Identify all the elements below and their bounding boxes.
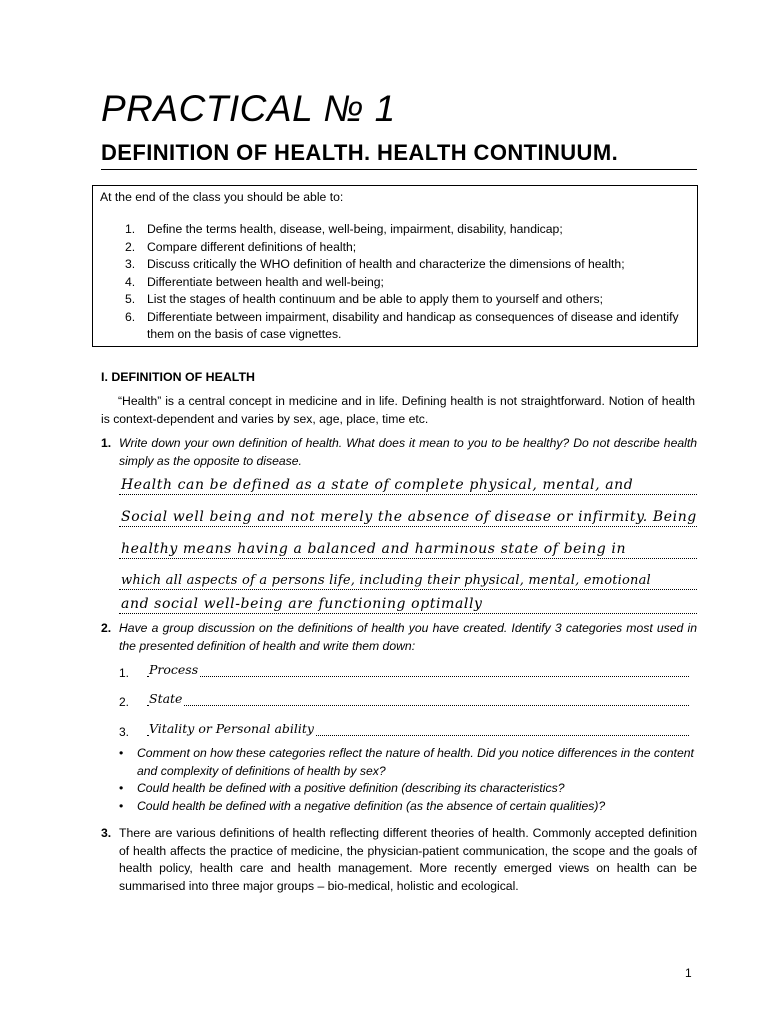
bullet-item xyxy=(119,780,697,798)
objective-item xyxy=(100,274,696,292)
handwritten-answer: Social well being and not merely the absence of disease or infirmity. Being xyxy=(121,509,697,525)
category-number: 2. xyxy=(119,695,130,709)
objective-text: List the stages of health continuum and be able to apply them to yourself and others; xyxy=(147,292,603,306)
objectives-list xyxy=(100,221,696,344)
objective-item xyxy=(100,309,696,344)
bullet-item xyxy=(119,798,697,816)
answer-line[interactable] xyxy=(119,496,697,527)
category-number: 3. xyxy=(119,725,130,739)
bullet-icon: • xyxy=(119,781,124,795)
answer-line[interactable] xyxy=(119,583,697,614)
practical-subtitle: DEFINITION OF HEALTH. HEALTH CONTINUUM. xyxy=(101,140,619,165)
bullet-text: Could health be defined with a positive definition (describing its characteristics? xyxy=(137,781,565,795)
objective-item xyxy=(100,291,696,309)
handwritten-answer: and social well-being are functioning optimally xyxy=(121,596,483,612)
category-dotted-line xyxy=(147,719,689,736)
section-intro-text: “Health” is a central concept in medicine and in life. Defining health is not straightforward. Notion of health is context-dependent and varies by sex, age, place, time etc. xyxy=(101,394,695,426)
objective-item xyxy=(100,256,696,274)
objective-number: 4. xyxy=(125,274,136,289)
bullet-icon: • xyxy=(119,746,124,760)
category-line[interactable] xyxy=(119,689,697,709)
question-2 xyxy=(101,620,697,655)
question-number: 1. xyxy=(101,436,112,450)
answer-line[interactable] xyxy=(119,528,697,559)
question-number: 3. xyxy=(101,826,112,840)
section-heading: I. DEFINITION OF HEALTH xyxy=(101,370,255,384)
category-line[interactable] xyxy=(119,719,697,739)
bullet-icon: • xyxy=(119,798,124,813)
bullet-text: Comment on how these categories reflect the nature of health. Did you notice differences in the content and complexity of definitions of health by sex? xyxy=(137,746,694,778)
objective-number: 2. xyxy=(125,239,136,254)
objectives-box xyxy=(92,185,698,347)
discussion-bullets xyxy=(119,745,697,815)
category-dotted-line xyxy=(147,689,689,706)
handwritten-answer: healthy means having a balanced and harminous state of being in xyxy=(121,541,627,557)
answer-line[interactable] xyxy=(119,464,697,495)
question-text: Have a group discussion on the definitions of health you have created. Identify 3 categories most used in the presented definition of health and write them down: xyxy=(119,621,697,653)
category-line[interactable] xyxy=(119,660,697,680)
section-intro-paragraph xyxy=(101,393,695,428)
question-number: 2. xyxy=(101,621,112,635)
bullet-item xyxy=(119,745,697,780)
objective-item xyxy=(100,239,696,257)
objective-item xyxy=(100,221,696,239)
practical-title: PRACTICAL № 1 xyxy=(101,88,396,129)
question-text: Write down your own definition of health. What does it mean to you to be healthy? Do not describe health simply as the opposite to disease. xyxy=(119,436,697,468)
category-number: 1. xyxy=(119,666,130,680)
handwritten-category: Process xyxy=(149,662,199,677)
category-dotted-line xyxy=(147,660,689,677)
objective-text: Compare different definitions of health; xyxy=(147,239,357,254)
question-3 xyxy=(101,825,697,895)
objective-text: Differentiate between impairment, disability and handicap as consequences of disease and identify them on the basis of case vignettes. xyxy=(147,309,679,341)
objective-number: 1. xyxy=(125,222,136,236)
handwritten-answer: Health can be defined as a state of complete physical, mental, and xyxy=(121,477,634,493)
objective-number: 6. xyxy=(125,309,136,324)
objective-number: 5. xyxy=(125,292,136,306)
handwritten-category: Vitality or Personal ability xyxy=(149,721,314,736)
page-number: 1 xyxy=(685,966,692,980)
objective-text: Differentiate between health and well-being; xyxy=(147,274,384,289)
title-divider xyxy=(101,169,697,170)
objective-number: 3. xyxy=(125,257,136,271)
handwritten-answer: which all aspects of a persons life, including their physical, mental, emotional xyxy=(121,573,651,588)
question-text: There are various definitions of health reflecting different theories of health. Commonly accepted definition of health affects the practice of medicine, the physician-patient communication, the scope and the goals of health policy, health care and health management. More recently emerged views on health can be summarised into three major groups – bio-medical, holistic and ecological. xyxy=(119,826,697,893)
objective-text: Define the terms health, disease, well-being, impairment, disability, handicap; xyxy=(147,222,563,236)
objectives-intro: At the end of the class you should be able to: xyxy=(100,190,344,204)
handwritten-category: State xyxy=(149,691,183,706)
objective-text: Discuss critically the WHO definition of health and characterize the dimensions of health; xyxy=(147,257,625,271)
bullet-text: Could health be defined with a negative definition (as the absence of certain qualities)? xyxy=(137,798,606,813)
